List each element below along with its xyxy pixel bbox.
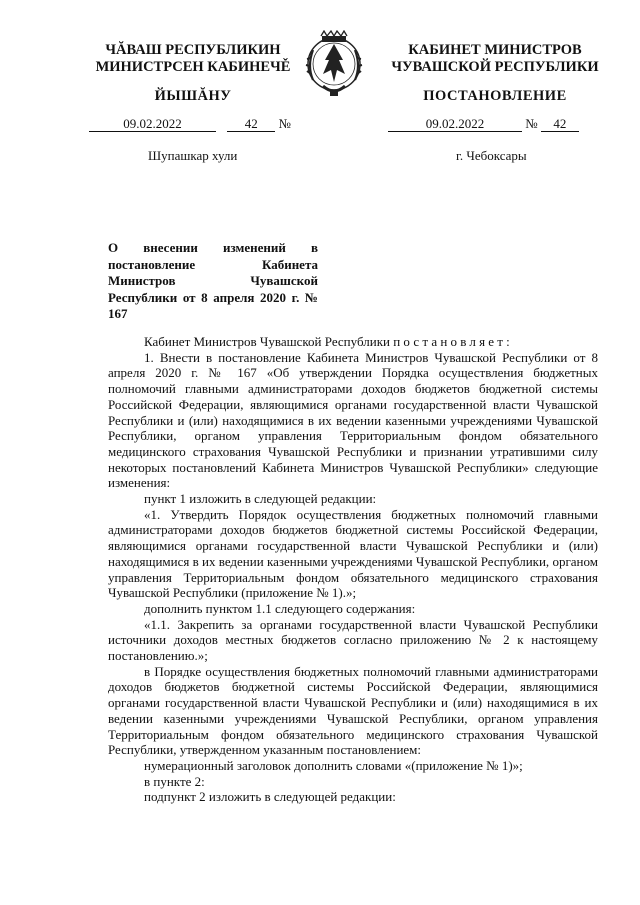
- header-left-line2: МИНИСТРСЕН КАБИНЕЧĚ: [95, 59, 291, 75]
- header-right-line2: ЧУВАШСКОЙ РЕСПУБЛИКИ: [391, 59, 599, 75]
- chuvash-coat-of-arms-icon: [301, 30, 367, 102]
- number-row-left: [89, 116, 291, 132]
- body-paragraph: подпункт 2 изложить в следующей редакции:: [144, 789, 396, 805]
- body-paragraph: пункт 1 изложить в следующей редакции:: [144, 491, 377, 507]
- intro-paragraph: Кабинет Министров Чувашской Республики постановляет:: [144, 334, 513, 349]
- title-right: ПОСТАНОВЛЕНИЕ: [423, 88, 567, 104]
- document-subject: О внесении изменений в постановление Кабинета Министров Чувашской Республики от 8 апреля 2020 г. № 167: [108, 240, 318, 321]
- right-number: 42: [541, 116, 579, 132]
- city-left: Шупашкар хули: [148, 148, 238, 163]
- left-date: 09.02.2022: [89, 116, 216, 132]
- left-number: 42: [227, 116, 275, 132]
- right-date: 09.02.2022: [388, 116, 522, 132]
- city-right: г. Чебоксары: [456, 148, 527, 163]
- left-number-sign: №: [278, 116, 291, 131]
- header-right-line1: КАБИНЕТ МИНИСТРОВ: [408, 42, 582, 58]
- title-left: ЙЫШĂНУ: [154, 88, 232, 104]
- body-paragraph: нумерационный заголовок дополнить словами «(приложение № 1)»;: [144, 757, 523, 773]
- document-body: [108, 334, 598, 805]
- body-paragraph: 1. Внести в постановление Кабинета Министров Чувашской Республики от 8 апреля 2020 г. № 167 «Об утверждении Порядка осуществления бюджетных полномочий главными администраторами доходов бюджетов бюджетной системы Российской Федерации, являющимися органами государственной власти Чувашской Республики и (или) находящимися в их ведении казенными учреждениями Чувашской Республики, органом управления Территориальным фондом обязательного медицинского страхования Чувашской Республики и признании утратившими силу некоторых постановлений Кабинета Министров Чувашской Республики» следующие изменения:: [108, 349, 598, 491]
- right-number-sign: №: [525, 116, 538, 131]
- body-paragraph: «1. Утвердить Порядок осуществления бюджетных полномочий главными администраторами доходов бюджетов бюджетной системы Российской Федерации, являющимися органами государственной власти Чувашской Республики и (или) находящимися в их ведении казенными учреждениями Чувашской Республики, органом управления Территориальным фондом обязательного медицинского страхования Чувашской Республики (приложение № 1).»;: [108, 506, 598, 601]
- number-row-right: [388, 116, 579, 132]
- header-left-line1: ЧĂВАШ РЕСПУБЛИКИН: [105, 42, 281, 58]
- body-paragraph: в пункте 2:: [144, 773, 205, 789]
- header-left: [88, 42, 298, 76]
- body-paragraph: дополнить пунктом 1.1 следующего содержания:: [144, 600, 416, 616]
- body-paragraph: «1.1. Закрепить за органами государственной власти Чувашской Республики источники доходов местных бюджетов согласно приложению № 2 к настоящему постановлению.»;: [108, 616, 598, 664]
- header-right: [385, 42, 605, 76]
- intro-resolves: постановляет:: [393, 334, 513, 349]
- body-paragraph: в Порядке осуществления бюджетных полномочий главными администраторами доходов бюджетов бюджетной системы Российской Федерации, являющимися органами государственной власти Чувашской Республики и (или) находящимися в их ведении казенными учреждениями Чувашской Республики, органом управления Территориальным фондом обязательного медицинского страхования Чувашской Республики, утвержденном указанным постановлением:: [108, 663, 598, 758]
